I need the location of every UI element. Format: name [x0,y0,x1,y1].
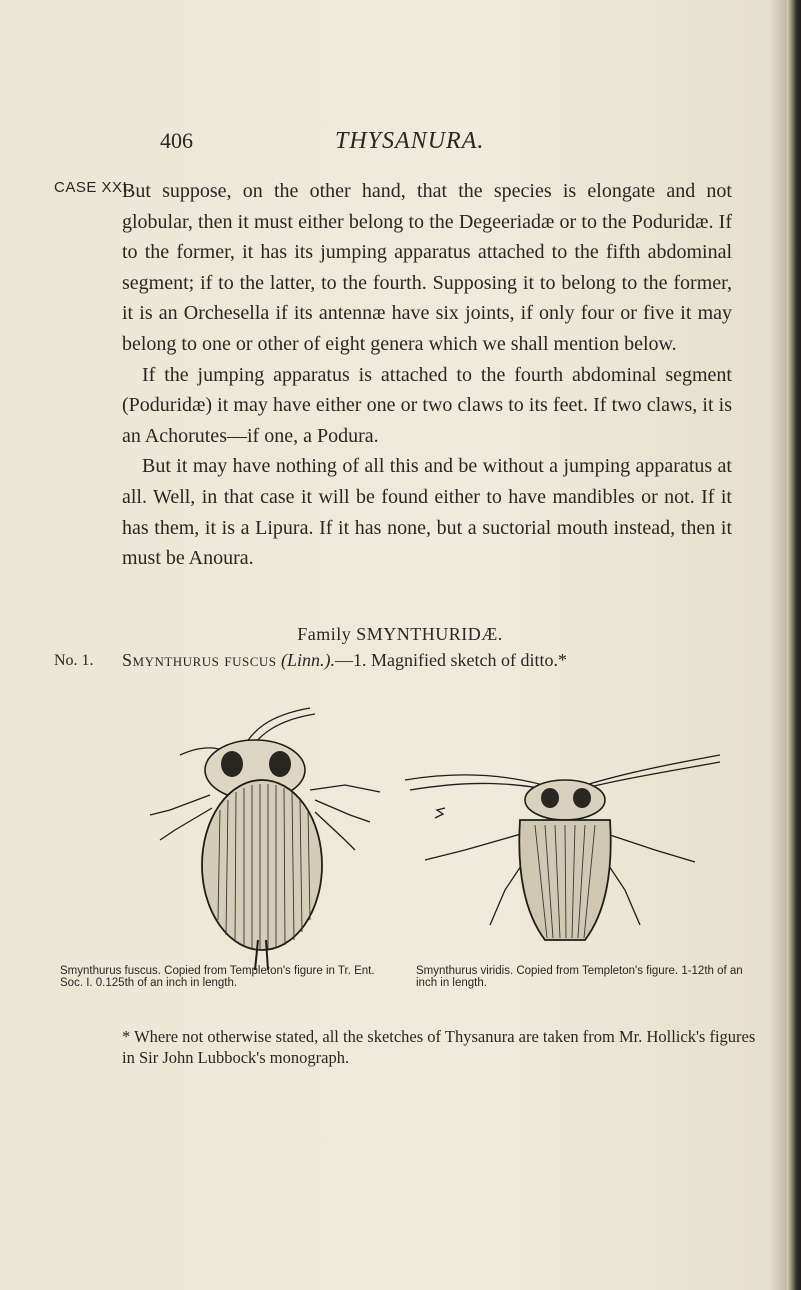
family-heading: Family SMYNTHURIDÆ. [297,624,503,644]
paragraph-3: But it may have nothing of all this and be without a jumping apparatus at all. Well, in that case it will be found either to have mandibles or not. If it has them, it is a Lipura. If it has none, but a suctorial mouth instead, then it must be Anoura. [122,455,732,570]
margin-case-label: CASE XXI. [54,179,132,196]
figure-caption-left: Smynthurus fuscus. Copied from Templeton's figure in Tr. Ent. Soc. I. 0.125th of an inch in length. [60,965,375,989]
footnote: * Where not otherwise stated, all the sketches of Thysanura are taken from Mr. Hollick's figures in Sir John Lubbock's monograph. [122,1027,756,1067]
species-line [122,650,567,671]
species-name: Smynthurus fuscus [122,650,277,670]
page-number: 406 [160,128,193,153]
species-authority: (Linn.). [281,650,335,670]
figure-number: No. 1. [54,652,94,669]
figure-caption-right: Smynthurus viridis. Copied from Templeton's figure. 1-12th of an inch in length. [416,965,743,989]
running-head [0,128,780,168]
paragraph-2: If the jumping apparatus is attached to the fourth abdominal segment (Poduridæ) it may have either one or two claws to its feet. If two claws, it is an Achorutes—if one, a Podura. [122,363,732,447]
paragraph-1: But suppose, on the other hand, that the species is elongate and not globular, then it must either belong to the Degeeriadæ or to the Poduridæ. If to the former, it has its jumping apparatus attached to the fifth abdominal segment; if to the latter, to the fourth. Supposing it to belong to the former, it is an Orchesella if its antennæ have six joints, if only four or five it may belong to one or other of eight genera which we shall mention below. [122,180,732,355]
smynthurus-viridis-illustration [395,750,725,960]
book-spine-edge [787,0,801,1290]
body-text [122,176,732,574]
running-title: THYSANURA. [335,128,485,154]
species-description: —1. Magnified sketch of ditto.* [335,650,567,670]
smynthurus-fuscus-illustration [140,700,410,970]
